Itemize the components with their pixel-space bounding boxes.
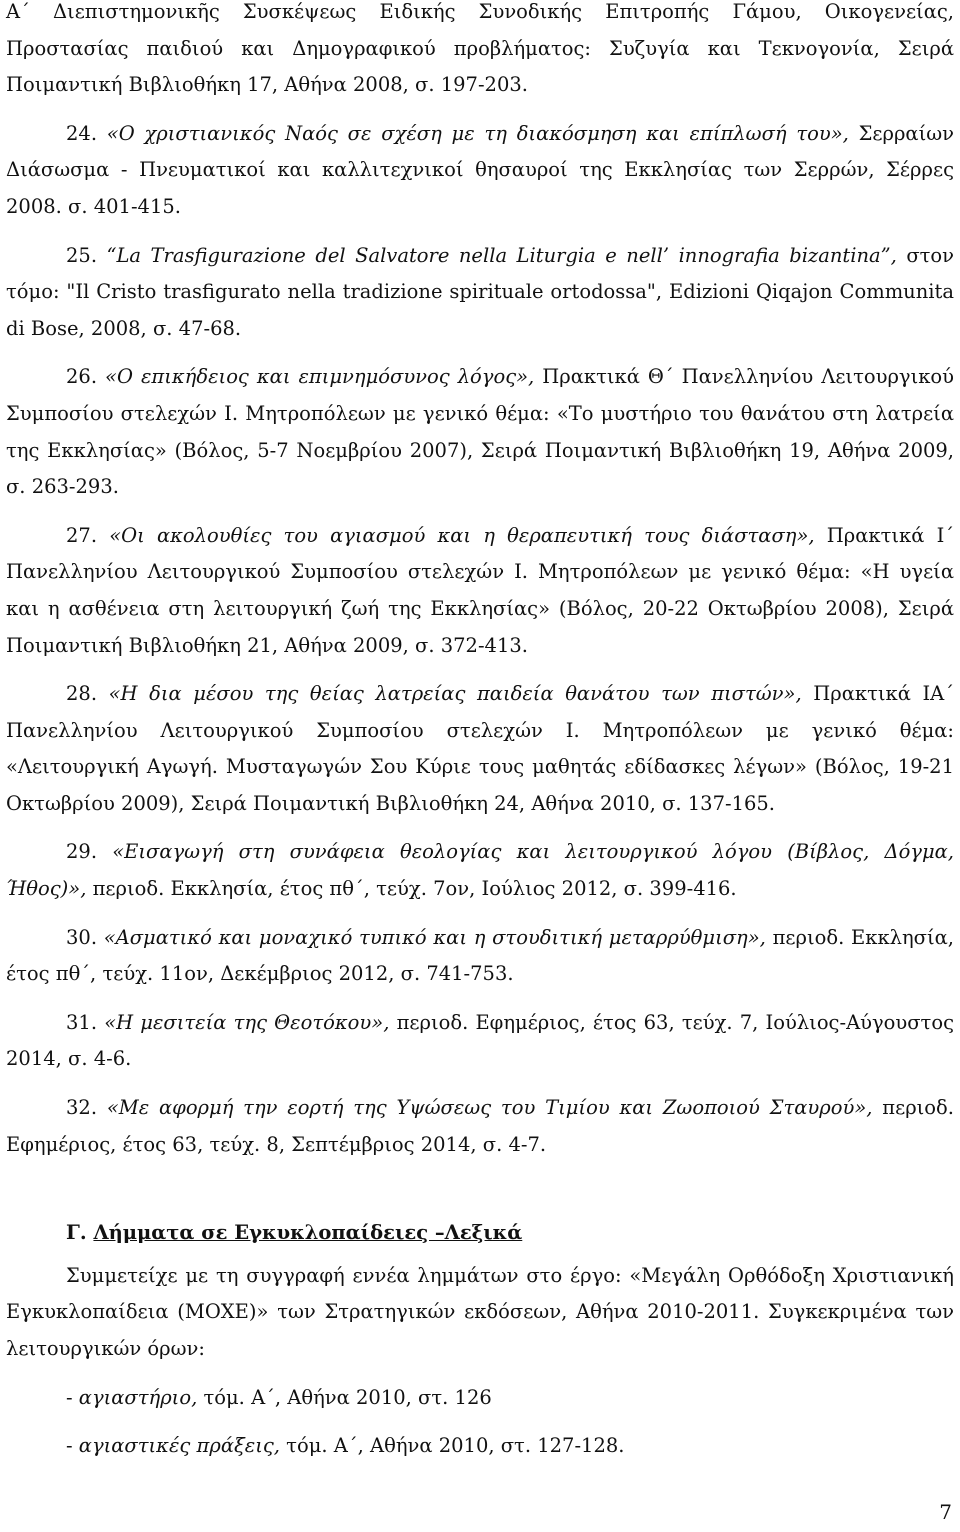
entry-title: «Η μεσιτεία της Θεοτόκου», <box>104 1010 390 1034</box>
section-intro: Συμμετείχε με τη συγγραφή εννέα λημμάτων στο έργο: «Μεγάλη Ορθόδοξη Χριστιανική Εγκυκλοπαίδεια (ΜΟΧΕ)» των Στρατηγικών εκδόσεων, Αθήνα 2010-2011. Συγκεκριμένα των λειτουργικών όρων: <box>6 1263 954 1360</box>
entry-number: 29. <box>66 840 98 864</box>
entry-text: περιοδ. Εφημέριος, έτος 63, τεύχ. 8, Σεπτέμβριος 2014, σ. 4-7. <box>6 1096 954 1156</box>
lemma-reference: τόμ. Α΄, Αθήνα 2010, στ. 126 <box>203 1385 492 1409</box>
entry-title: «Οι ακολουθίες του αγιασμού και η θεραπευτική τους διάσταση», <box>109 523 815 547</box>
bibliography-entry-25 <box>6 238 954 348</box>
entry-number: 26. <box>66 365 98 389</box>
entry-text: περιοδ. Εκκλησία, έτος πθ΄, τεύχ. 11ον, Δεκέμβριος 2012, σ. 741-753. <box>6 925 954 986</box>
entry-title: «Η δια μέσου της θείας λατρείας παιδεία θανάτου των πιστών», <box>108 682 802 706</box>
bibliography-entry-continued <box>6 0 954 104</box>
bibliography-entry-31 <box>6 1005 954 1078</box>
lemma-reference: τόμ. Α΄, Αθήνα 2010, στ. 127-128. <box>286 1434 625 1458</box>
entry-text: περιοδ. Εφημέριος, έτος 63, τεύχ. 7, Ιούλιος-Αύγουστος 2014, σ. 4-6. <box>6 1010 955 1071</box>
bibliography-entry-24 <box>6 116 954 226</box>
entry-number: 24. <box>66 121 98 145</box>
entry-text: Α΄ Διεπιστημονικῆς Συσκέψεως Ειδικής Συνοδικής Επιτροπής Γάμου, Οικογενείας, Προστασίας παιδιού και Δημογραφικού προβλήματος: Συζυγία και Τεκνογονία, Σειρά Ποιμαντική Βιβλιοθήκη 17, Αθήνα 2008, σ. 197-203. <box>6 0 954 97</box>
entry-number: 25. <box>66 243 98 267</box>
entry-number: 28. <box>66 682 98 706</box>
section-heading <box>6 1215 954 1252</box>
lemma-item <box>6 1428 954 1465</box>
entry-title: «Με αφορμή την εορτή της Υψώσεως του Τιμίου και Ζωοποιού Σταυρού», <box>106 1096 873 1120</box>
entry-number: 27. <box>66 523 98 547</box>
bibliography-entry-28 <box>6 676 954 822</box>
bibliography-entry-32 <box>6 1090 954 1163</box>
entry-text: στον τόμο: "Il Cristo trasfigurato nella tradizione spirituale ortodossa", Edizioni Qiqajon Communita di Bose, 2008, σ. 47-68. <box>6 243 955 340</box>
bibliography-entry-26 <box>6 359 954 505</box>
lemma-term: αγιαστικές πράξεις, <box>78 1434 280 1458</box>
entry-text: Πρακτικά Ι΄ Πανελληνίου Λειτουργικού Συμποσίου στελεχών Ι. Μητροπόλεων με γενικό θέμα: «Η υγεία και η ασθένεια στη λειτουργική ζωή της Εκκλησίας» (Βόλος, 20-22 Οκτωβρίου 2008), Σειρά Ποιμαντική Βιβλιοθήκη 21, Αθήνα 2009, σ. 372-413. <box>6 523 955 657</box>
entry-title: «Ο επικήδειος και επιμνημόσυνος λόγος», <box>105 365 535 389</box>
entry-number: 30. <box>66 925 98 949</box>
entry-title: “La Trasfigurazione del Salvatore nella Liturgia e nell’ innografia bizantina”, <box>106 243 897 267</box>
section-prefix: Γ. <box>66 1221 87 1245</box>
entry-number: 31. <box>66 1010 98 1034</box>
bibliography-entry-27 <box>6 518 954 664</box>
entry-text: Πρακτικά ΙΑ΄ Πανελληνίου Λειτουργικού Συμποσίου στελεχών Ι. Μητροπόλεων με γενικό θέμα: «Λειτουργική Αγωγή. Μυσταγωγών Σου Κύριε τους μαθητάς εδίδασκες λέγων» (Βόλος, 19-21 Οκτωβρίου 2009), Σειρά Ποιμαντική Βιβλιοθήκη 24, Αθήνα 2010, σ. 137-165. <box>6 682 955 815</box>
lemma-term: αγιαστήριο, <box>78 1385 198 1409</box>
lemma-dash: - <box>66 1434 73 1458</box>
entry-number: 32. <box>66 1096 98 1120</box>
entry-title: «Εισαγωγή στη συνάφεια θεολογίας και λειτουργικού λόγου (Βίβλος, Δόγμα, Ήθος)», <box>6 840 954 901</box>
entry-text: περιοδ. Εκκλησία, έτος πθ΄, τεύχ. 7ον, Ιούλιος 2012, σ. 399-416. <box>92 877 737 901</box>
lemma-item <box>6 1380 954 1417</box>
entry-text: Πρακτικά Θ΄ Πανελληνίου Λειτουργικού Συμποσίου στελεχών Ι. Μητροπόλεων με γενικό θέμα: «Το μυστήριο του θανάτου στη λατρεία της Εκκλησίας» (Βόλος, 5-7 Νοεμβρίου 2007), Σειρά Ποιμαντική Βιβλιοθήκη 19, Αθήνα 2009, σ. 263-293. <box>6 365 955 499</box>
entry-title: «Ο χριστιανικός Ναός σε σχέση με τη διακόσμηση και επίπλωσή του», <box>106 121 849 145</box>
bibliography-entry-29 <box>6 834 954 907</box>
section-title: Λήμματα σε Εγκυκλοπαίδειες –Λεξικά <box>93 1221 523 1245</box>
document-page <box>6 0 954 1477</box>
entry-title: «Ασματικό και μοναχικό τυπικό και η στουδιτική μεταρρύθμιση», <box>103 925 766 949</box>
entry-text: Σερραίων Διάσωσμα - Πνευματικοί και καλλιτεχνικοί θησαυροί της Εκκλησίας των Σερρών, Σέρρες 2008. σ. 401-415. <box>6 121 954 218</box>
bibliography-entry-30 <box>6 920 954 993</box>
lemma-dash: - <box>66 1385 73 1409</box>
page-number: 7 <box>939 1500 952 1524</box>
